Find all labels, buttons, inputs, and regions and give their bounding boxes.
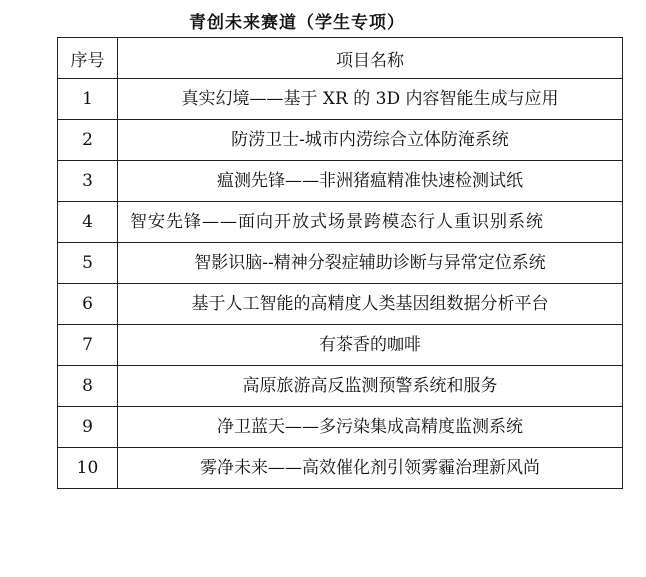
table-row bbox=[58, 407, 623, 448]
row-number: 6 bbox=[58, 284, 118, 325]
project-name: 瘟测先锋——非洲猪瘟精准快速检测试纸 bbox=[118, 161, 623, 202]
project-name: 真实幻境——基于 XR 的 3D 内容智能生成与应用 bbox=[118, 79, 623, 120]
table-row bbox=[58, 448, 623, 489]
table-row bbox=[58, 366, 623, 407]
project-name: 智影识脑--精神分裂症辅助诊断与异常定位系统 bbox=[118, 243, 623, 284]
table-row bbox=[58, 120, 623, 161]
table-row bbox=[58, 284, 623, 325]
row-number: 8 bbox=[58, 366, 118, 407]
project-name: 基于人工智能的高精度人类基因组数据分析平台 bbox=[118, 284, 623, 325]
document-title: 青创未来赛道（学生专项） bbox=[189, 13, 405, 33]
project-name: 净卫蓝天——多污染集成高精度监测系统 bbox=[118, 407, 623, 448]
table-row bbox=[58, 325, 623, 366]
row-number: 10 bbox=[58, 448, 118, 489]
row-number: 1 bbox=[58, 79, 118, 120]
header-serial-number: 序号 bbox=[58, 38, 118, 79]
row-number: 9 bbox=[58, 407, 118, 448]
table-row bbox=[58, 202, 623, 243]
row-number: 4 bbox=[58, 202, 118, 243]
table-row bbox=[58, 243, 623, 284]
project-name: 智安先锋——面向开放式场景跨模态行人重识别系统 bbox=[130, 212, 544, 232]
table-row bbox=[58, 79, 623, 120]
row-number: 2 bbox=[58, 120, 118, 161]
project-name: 有茶香的咖啡 bbox=[118, 325, 623, 366]
row-number: 3 bbox=[58, 161, 118, 202]
row-number: 5 bbox=[58, 243, 118, 284]
table-header-row bbox=[58, 38, 623, 79]
row-number: 7 bbox=[58, 325, 118, 366]
project-name: 雾净未来——高效催化剂引领雾霾治理新风尚 bbox=[118, 448, 623, 489]
project-table bbox=[57, 37, 623, 489]
header-project-name: 项目名称 bbox=[118, 38, 623, 79]
table-row bbox=[58, 161, 623, 202]
project-name: 防涝卫士-城市内涝综合立体防淹系统 bbox=[118, 120, 623, 161]
project-name-cell bbox=[118, 202, 623, 243]
project-name: 高原旅游高反监测预警系统和服务 bbox=[118, 366, 623, 407]
